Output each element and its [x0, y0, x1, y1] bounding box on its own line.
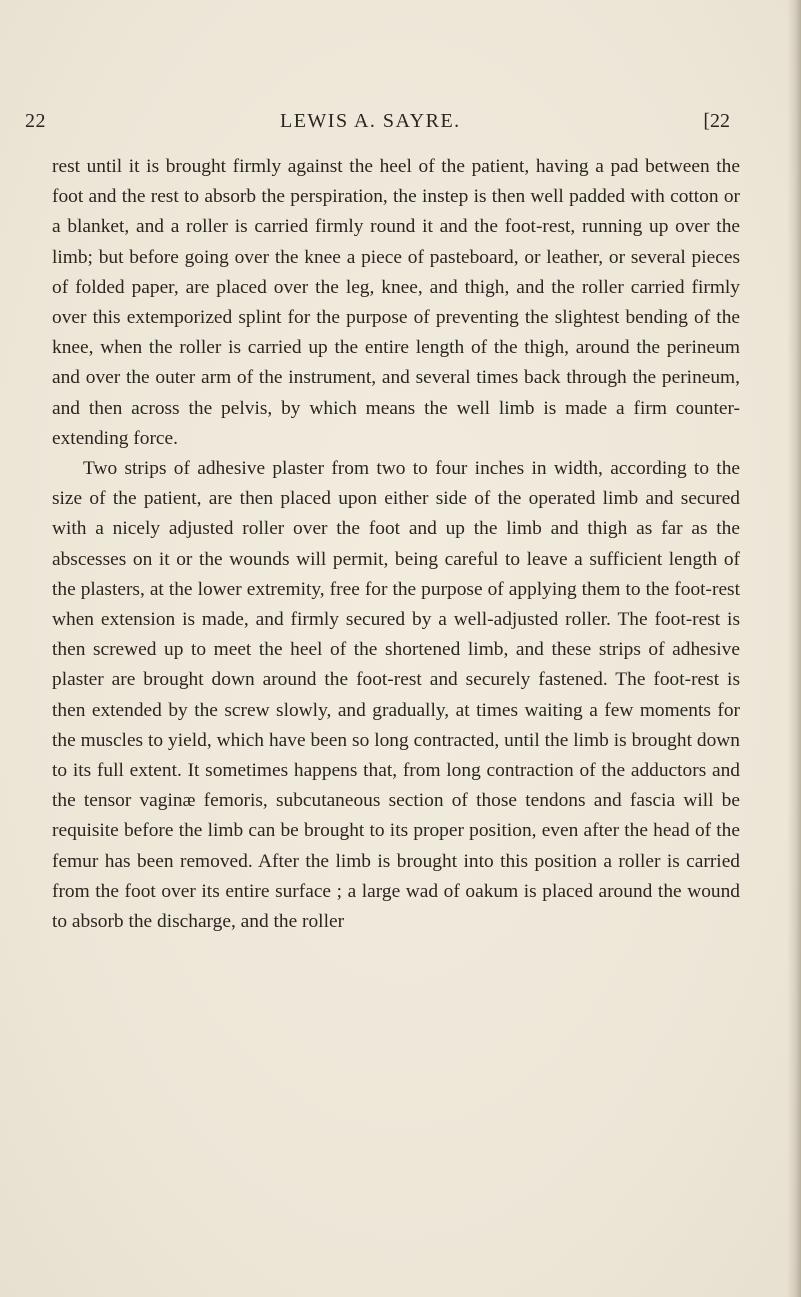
page-edge-shadow — [787, 0, 801, 1297]
running-title: LEWIS A. SAYRE. — [280, 110, 461, 132]
page-number: 22 — [25, 110, 46, 132]
paragraph: Two strips of adhesive plaster from two to four inches in width, according to the size of the patient, are then placed upon either side of the operated limb and secured with a nicely adjusted roller over the foot and up the limb and thigh as far as the abscesses on it or the wounds will permit, being careful to leave a sufficient length of the plasters, at the lower extremity, free for the purpose of applying them to the foot-rest when extension is made, and firmly secured by a well-adjusted roller. The foot-rest is then screwed up to meet the heel of the shortened limb, and these strips of adhesive plaster are brought down around the foot-rest and securely fastened. The foot-rest is then extended by the screw slowly, and gradually, at times waiting a few moments for the muscles to yield, which have been so long contracted, until the limb is brought down to its full extent. It sometimes happens that, from long contraction of the adductors and the tensor vaginæ femoris, subcutaneous section of those tendons and fascia will be requisite before the limb can be brought to its proper position, even after the head of the femur has been removed. After the limb is brought into this position a roller is carried from the foot over its entire surface ; a large wad of oakum is placed around the wound to absorb the discharge, and the roller — [52, 458, 740, 933]
paragraph: rest until it is brought firmly against the heel of the patient, having a pad between the foot and the rest to absorb the perspiration, the instep is then well padded with cotton or a blanket, and a roller is carried firmly round it and the foot-rest, running up over the limb; but before going over the knee a piece of pasteboard, or leather, or several pieces of folded paper, are placed over the leg, knee, and thigh, and the roller carried firmly over this extemporized splint for the purpose of preventing the slightest bending of the knee, when the roller is carried up the entire length of the thigh, around the perineum and over the outer arm of the instrument, and several times back through the perineum, and then across the pelvis, by which means the well limb is made a firm counter-extending force. — [52, 156, 740, 449]
body-text — [52, 152, 740, 937]
original-page-number: [22 — [703, 110, 730, 132]
page-header — [25, 110, 760, 140]
